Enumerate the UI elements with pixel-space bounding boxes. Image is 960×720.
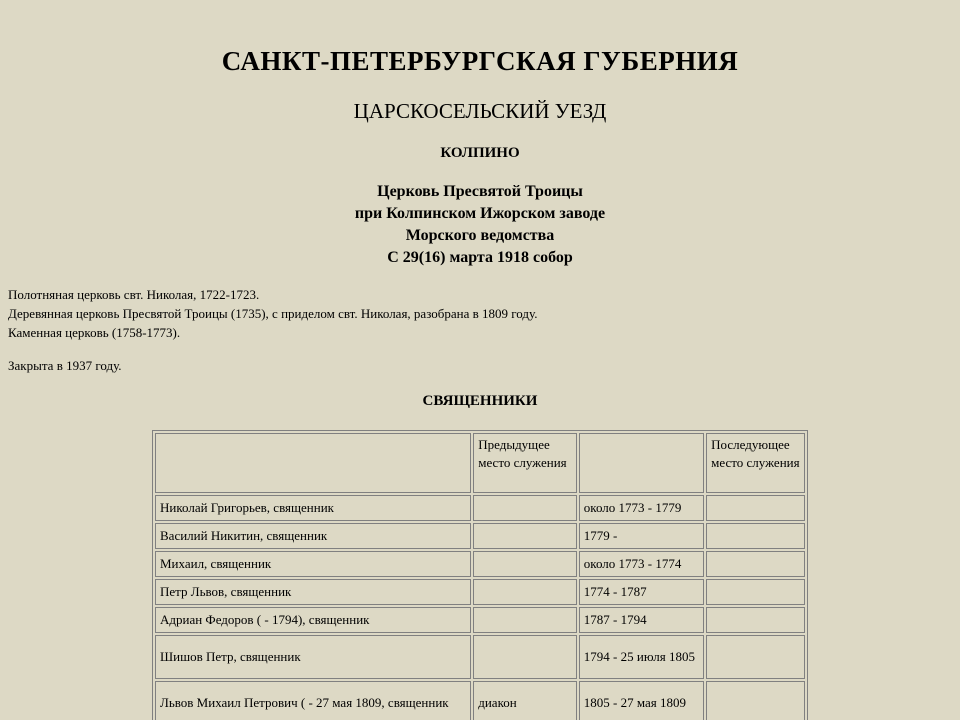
cell-next	[706, 579, 805, 605]
table-row	[155, 607, 805, 633]
cell-name: Шишов Петр, священник	[155, 635, 471, 679]
table-row	[155, 635, 805, 679]
cell-name: Николай Григорьев, священник	[155, 495, 471, 521]
header-cell-name	[155, 433, 471, 493]
cell-next	[706, 523, 805, 549]
cell-previous	[473, 495, 577, 521]
cell-name: Михаил, священник	[155, 551, 471, 577]
church-cathedral-date: С 29(16) марта 1918 собор	[387, 249, 573, 266]
cell-previous	[473, 523, 577, 549]
table-header-row	[155, 433, 805, 493]
cell-name: Василий Никитин, священник	[155, 523, 471, 549]
section-title-priests: СВЯЩЕННИКИ	[422, 393, 538, 409]
history-line: Каменная церковь (1758-1773).	[8, 325, 181, 340]
closed-note: Закрыта в 1937 году.	[8, 358, 122, 373]
church-title-block	[0, 181, 960, 269]
table-row	[155, 551, 805, 577]
table-row	[155, 523, 805, 549]
place-title: КОЛПИНО	[440, 145, 520, 161]
cell-name: Львов Михаил Петрович ( - 27 мая 1809, священник	[155, 681, 471, 720]
cell-period: около 1773 - 1779	[579, 495, 704, 521]
cell-previous: диакон	[473, 681, 577, 720]
priests-table	[152, 430, 808, 720]
history-line: Деревянная церковь Пресвятой Троицы (1735), с приделом свт. Николая, разобрана в 1809 году.	[8, 306, 538, 321]
church-department: Морского ведомства	[405, 227, 555, 244]
table-row	[155, 579, 805, 605]
cell-name: Петр Львов, священник	[155, 579, 471, 605]
header-cell-period	[579, 433, 704, 493]
history-line: Полотняная церковь свт. Николая, 1722-1723.	[8, 287, 260, 302]
table-row	[155, 495, 805, 521]
cell-period: 1779 -	[579, 523, 704, 549]
cell-previous	[473, 635, 577, 679]
cell-period: около 1773 - 1774	[579, 551, 704, 577]
header-cell-next: Последующее место служения	[706, 433, 805, 493]
cell-next	[706, 681, 805, 720]
province-title: САНКТ-ПЕТЕРБУРГСКАЯ ГУБЕРНИЯ	[221, 46, 739, 76]
cell-period: 1794 - 25 июля 1805	[579, 635, 704, 679]
uezd-title: ЦАРСКОСЕЛЬСКИЙ УЕЗД	[353, 99, 607, 123]
cell-next	[706, 635, 805, 679]
cell-previous	[473, 551, 577, 577]
table-row	[155, 681, 805, 720]
cell-period: 1787 - 1794	[579, 607, 704, 633]
header-cell-previous: Предыдущее место служения	[473, 433, 577, 493]
church-location: при Колпинском Ижорском заводе	[354, 205, 606, 222]
cell-period: 1805 - 27 мая 1809	[579, 681, 704, 720]
cell-period: 1774 - 1787	[579, 579, 704, 605]
cell-previous	[473, 607, 577, 633]
cell-previous	[473, 579, 577, 605]
cell-next	[706, 607, 805, 633]
church-name: Церковь Пресвятой Троицы	[377, 183, 583, 200]
cell-next	[706, 551, 805, 577]
cell-name: Адриан Федоров ( - 1794), священник	[155, 607, 471, 633]
cell-next	[706, 495, 805, 521]
church-history	[8, 285, 537, 342]
